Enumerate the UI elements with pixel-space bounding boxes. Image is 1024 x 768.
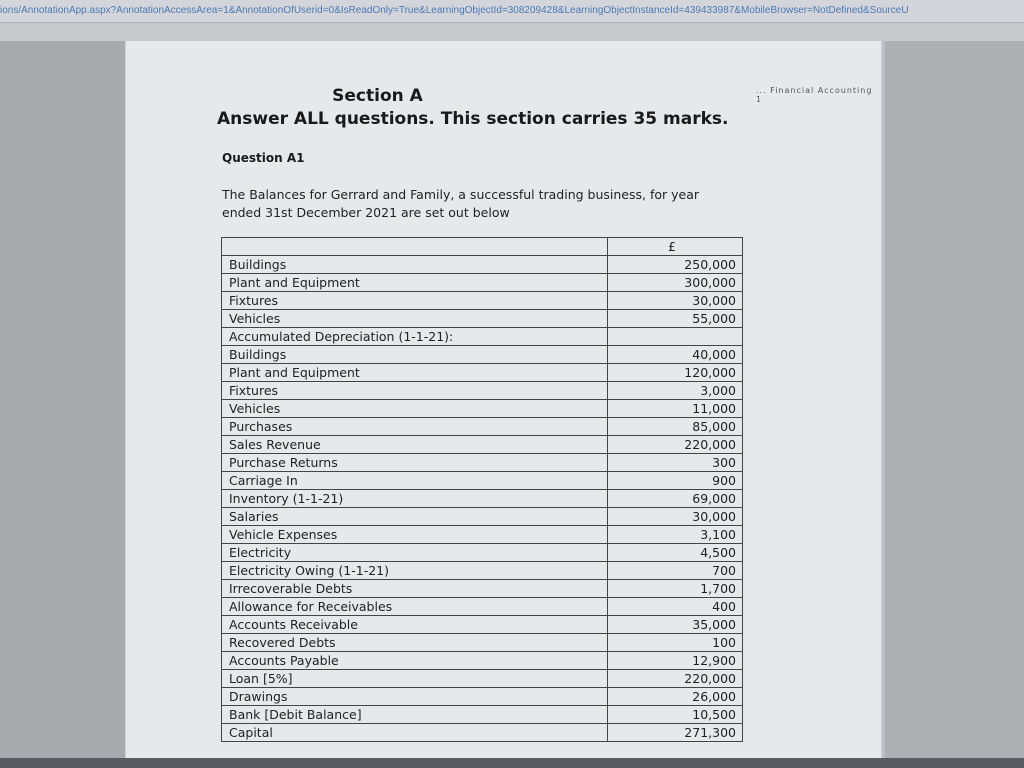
row-amount: 55,000 — [608, 310, 743, 328]
table-row — [222, 652, 743, 670]
row-label: Irrecoverable Debts — [222, 580, 608, 598]
row-amount: 1,700 — [608, 580, 743, 598]
header-label-cell — [222, 238, 608, 256]
table-row — [222, 616, 743, 634]
table-row — [222, 724, 743, 742]
row-label: Inventory (1-1-21) — [222, 490, 608, 508]
row-label: Buildings — [222, 256, 608, 274]
question-intro — [222, 186, 722, 222]
right-margin-pane — [885, 41, 1024, 768]
row-label: Fixtures — [222, 382, 608, 400]
table-row — [222, 508, 743, 526]
row-amount: 4,500 — [608, 544, 743, 562]
row-label: Recovered Debts — [222, 634, 608, 652]
row-amount: 900 — [608, 472, 743, 490]
table-row — [222, 544, 743, 562]
row-amount: 30,000 — [608, 508, 743, 526]
row-label: Purchase Returns — [222, 454, 608, 472]
table-row — [222, 436, 743, 454]
row-amount: 400 — [608, 598, 743, 616]
table-row — [222, 292, 743, 310]
row-label: Capital — [222, 724, 608, 742]
intro-line-2: ended 31st December 2021 are set out below — [222, 205, 510, 220]
row-amount: 11,000 — [608, 400, 743, 418]
table-row — [222, 580, 743, 598]
row-label: Vehicles — [222, 400, 608, 418]
table-row — [222, 400, 743, 418]
row-label: Plant and Equipment — [222, 364, 608, 382]
row-label: Accounts Payable — [222, 652, 608, 670]
row-label: Accounts Receivable — [222, 616, 608, 634]
row-amount: 220,000 — [608, 670, 743, 688]
row-amount: 271,300 — [608, 724, 743, 742]
row-amount: 100 — [608, 634, 743, 652]
row-amount: 26,000 — [608, 688, 743, 706]
table-row — [222, 364, 743, 382]
section-instruction: Answer ALL questions. This section carries 35 marks. — [217, 109, 729, 129]
table-header-row — [222, 238, 743, 256]
currency-header: £ — [608, 238, 743, 256]
table-row — [222, 472, 743, 490]
table-row — [222, 382, 743, 400]
row-amount: 30,000 — [608, 292, 743, 310]
row-label: Salaries — [222, 508, 608, 526]
table-row — [222, 328, 743, 346]
row-amount: 300,000 — [608, 274, 743, 292]
row-amount: 120,000 — [608, 364, 743, 382]
row-label: Accumulated Depreciation (1-1-21): — [222, 328, 608, 346]
intro-line-1: The Balances for Gerrard and Family, a successful trading business, for year — [222, 187, 700, 202]
left-margin-pane — [0, 41, 125, 768]
row-amount — [608, 328, 743, 346]
table-row — [222, 418, 743, 436]
row-amount: 300 — [608, 454, 743, 472]
section-title: Section A — [332, 86, 423, 106]
row-label: Drawings — [222, 688, 608, 706]
row-amount: 10,500 — [608, 706, 743, 724]
row-amount: 700 — [608, 562, 743, 580]
table-row — [222, 310, 743, 328]
row-label: Loan [5%] — [222, 670, 608, 688]
table-row — [222, 454, 743, 472]
table-row — [222, 598, 743, 616]
table-row — [222, 670, 743, 688]
row-label: Carriage In — [222, 472, 608, 490]
table-row — [222, 490, 743, 508]
row-label: Vehicles — [222, 310, 608, 328]
table-row — [222, 634, 743, 652]
table-row — [222, 706, 743, 724]
row-label: Plant and Equipment — [222, 274, 608, 292]
row-amount: 69,000 — [608, 490, 743, 508]
table-row — [222, 256, 743, 274]
table-row — [222, 346, 743, 364]
row-amount: 40,000 — [608, 346, 743, 364]
balances-table — [221, 237, 743, 742]
row-amount: 220,000 — [608, 436, 743, 454]
table-row — [222, 274, 743, 292]
row-amount: 12,900 — [608, 652, 743, 670]
bottom-bezel — [0, 758, 1024, 768]
row-label: Electricity Owing (1-1-21) — [222, 562, 608, 580]
row-amount: 35,000 — [608, 616, 743, 634]
table-row — [222, 688, 743, 706]
row-label: Fixtures — [222, 292, 608, 310]
row-label: Bank [Debit Balance] — [222, 706, 608, 724]
address-bar[interactable]: ions/AnnotationApp.aspx?AnnotationAccessArea=1&AnnotationOfUserid=0&IsReadOnly=True&LearningObjectId=308209428&LearningObjectInstanceId=439433987&MobileBrowser=NotDefined&SourceU — [0, 0, 1024, 23]
row-label: Sales Revenue — [222, 436, 608, 454]
row-amount: 3,100 — [608, 526, 743, 544]
table-row — [222, 562, 743, 580]
row-amount: 85,000 — [608, 418, 743, 436]
row-label: Purchases — [222, 418, 608, 436]
question-label: Question A1 — [222, 151, 305, 165]
table-row — [222, 526, 743, 544]
row-amount: 3,000 — [608, 382, 743, 400]
row-label: Allowance for Receivables — [222, 598, 608, 616]
page-header-text: ... Financial Accounting 1 — [756, 86, 873, 104]
row-amount: 250,000 — [608, 256, 743, 274]
row-label: Electricity — [222, 544, 608, 562]
row-label: Buildings — [222, 346, 608, 364]
viewer-top-margin — [0, 23, 1024, 41]
row-label: Vehicle Expenses — [222, 526, 608, 544]
